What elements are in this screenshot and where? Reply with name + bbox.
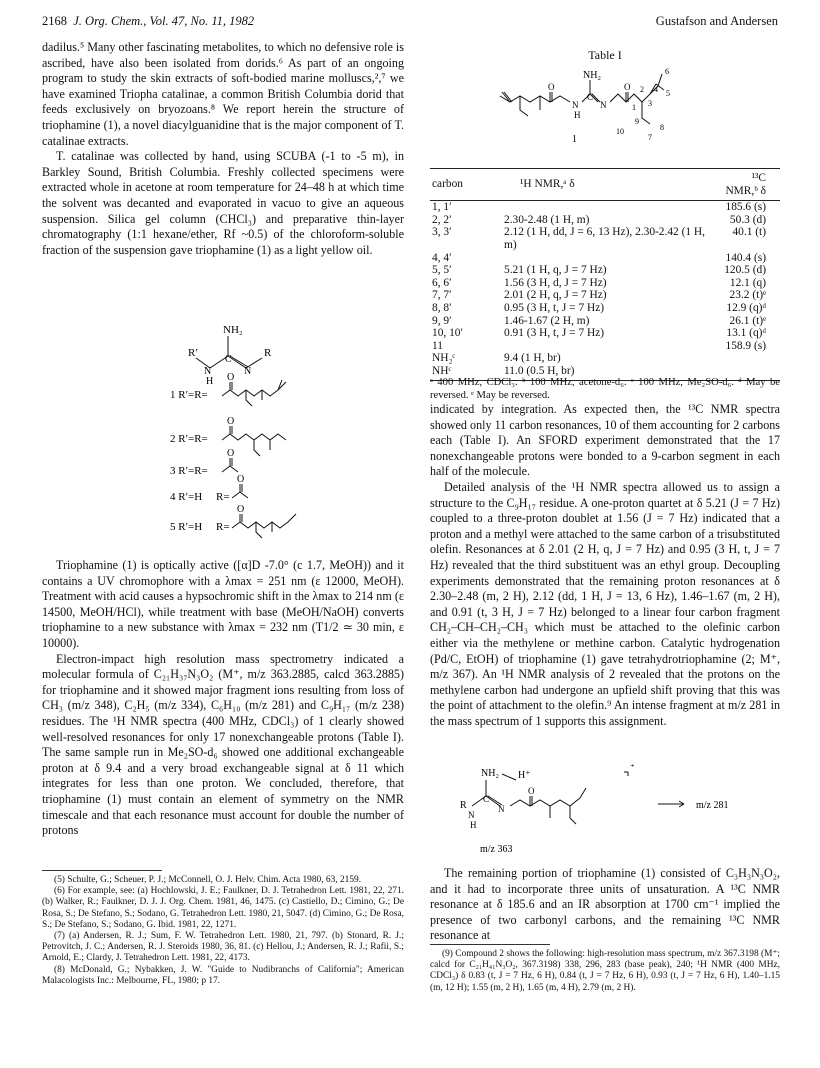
table-header-row bbox=[430, 169, 780, 201]
journal-citation: J. Org. Chem., Vol. 47, No. 11, 1982 bbox=[73, 14, 255, 28]
oxygen-label: O bbox=[227, 372, 235, 383]
oxygen-label: O bbox=[227, 416, 235, 427]
oxygen-label: O bbox=[227, 448, 235, 459]
paragraph: Detailed analysis of the ¹H NMR spectra allowed us to assign a structure to the C₉H₁₇ residue. A one-proton quartet at δ 5.21 (J = 7 Hz) coupled to a three-proton doublet at 1.56 (J = 7 Hz) indicated that a proton and a methyl were attached to the same carbon of a trisubstituted olefin. Resonances at δ 2.01 (2 H, q, J = 7 Hz) and 0.95 (3 H, t, J = 7 Hz) revealed that the third substituent was an ethyl group. Decoupling experiments demonstrated that the remaining proton resonances at δ 2.30–2.48 (m, 2 H), 2.12 (dd, 1 H, J = 13, 6 Hz), 1.46–1.67 (m, 2 H), and 0.91 (t, 3 H, J = 7 Hz) belonged to a linear four carbon fragment CH₂–CH–CH₂–CH₃ which must be attached to the olefinic carbon either via the methylene or methine carbon. Catalytic hydrogenation (Pd/C, EtOH) of triophamine (1) gave tetrahydrotriophamine (2; M⁺, m/z 367). An ¹H NMR analysis of 2 revealed that the protons on the methylene carbon had undergone an upfield shift proving that this was the point of attachment to the olefin.⁹ An intense fragment at m/z 281 in the mass spectrum of 1 supports this assignment. bbox=[430, 479, 780, 728]
table-cell: 11.0 (0.5 H, br) bbox=[492, 365, 718, 380]
footnote-9-block bbox=[430, 944, 780, 994]
oxygen-label: O bbox=[548, 82, 555, 92]
nitrogen-label: N bbox=[600, 100, 607, 110]
column-header: ¹³C NMR,ᵇ δ bbox=[718, 169, 780, 201]
table-cell: 10, 10′ bbox=[432, 327, 463, 340]
r-prime-label: R′ bbox=[188, 347, 198, 359]
atom-number: 10 bbox=[616, 127, 624, 136]
table-cell: 6, 6′ bbox=[432, 276, 452, 289]
table-cell: 1.46-1.67 (2 H, m) bbox=[504, 314, 590, 327]
table-cell: 5.21 (1 H, q, J = 7 Hz) bbox=[504, 264, 607, 277]
nitrogen-label: N bbox=[572, 100, 579, 110]
table-cell: 12.9 (q)ᵈ bbox=[726, 301, 766, 314]
atom-number: 3 bbox=[648, 99, 652, 108]
compound-4-label: 4 R′=H bbox=[170, 491, 203, 503]
oxygen-label: O bbox=[237, 504, 245, 515]
table-cell bbox=[718, 352, 780, 365]
table-cell: 40.1 (t) bbox=[732, 226, 766, 239]
compound-3-label: 3 R′=R= bbox=[170, 465, 208, 477]
table-cell: 120.5 (d) bbox=[724, 264, 766, 277]
table-cell bbox=[492, 201, 718, 214]
atom-number: 5 bbox=[666, 89, 670, 98]
table-row bbox=[430, 214, 780, 227]
table-row bbox=[430, 201, 780, 214]
table-cell: NHᶜ bbox=[430, 365, 492, 380]
compound-2-label: 2 R′=R= bbox=[170, 433, 208, 445]
table-row bbox=[430, 302, 780, 315]
table-cell: 0.95 (3 H, t, J = 7 Hz) bbox=[504, 301, 605, 314]
hydrogen-label: H bbox=[574, 110, 581, 120]
right-column-conclusion bbox=[430, 866, 780, 944]
atom-number: 4 bbox=[654, 85, 658, 94]
nitrogen-label: N bbox=[204, 366, 212, 377]
paragraph: dadilus.⁵ Many other fascinating metabolites, to which no defensive role is ascribed, have also been isolated from dorids.⁶ As part of an ongoing program to study the skin extracts of soft-bodied marine molluscs,²,⁷ we have examined Triopha catalinae, a common British Columbia dorid that feeds exclusively on bryozoans.⁸ We report herein the structure of triophamine (1), a novel diacylguanidine that is the major component of T. catalinae extracts. bbox=[42, 40, 404, 148]
nitrogen-label: N bbox=[468, 810, 475, 820]
page-number: 2168 bbox=[42, 14, 67, 28]
parent-mz: m/z 363 bbox=[480, 844, 513, 855]
footnote: (5) Schulte, G.; Scheuer, P. J.; McConnell, O. J. Helv. Chim. Acta 1980, 63, 2159. bbox=[54, 875, 362, 885]
carbon-label: C bbox=[483, 794, 490, 804]
amine-label: NH₂ bbox=[583, 70, 601, 81]
table-row bbox=[430, 327, 780, 340]
table-cell: 23.2 (t)ᵉ bbox=[729, 289, 766, 302]
carbon-label: C bbox=[587, 92, 594, 102]
atom-number: 8 bbox=[660, 123, 664, 132]
hydrogen-label: H bbox=[470, 820, 477, 830]
proton-label: H⁺ bbox=[518, 770, 531, 781]
table-cell: 1, 1′ bbox=[432, 201, 452, 214]
amine-label: NH₂ bbox=[481, 768, 499, 779]
table-cell: 0.91 (3 H, t, J = 7 Hz) bbox=[504, 327, 605, 340]
amine-label: NH₂ bbox=[223, 324, 243, 336]
table-row bbox=[430, 252, 780, 265]
table-cell: 26.1 (t)ᵉ bbox=[729, 314, 766, 327]
r-label: R bbox=[264, 347, 272, 359]
paragraph: Triophamine (1) is optically active ([α]D -7.0° (c 1.7, MeOH)) and it contains a UV chromophore with a λmax = 251 nm (ε 12000, MeOH). Treatment with acid causes a hypsochromic shift in the λmax to 214 nm (ε 14500, MeOH/HCl), while treatment with base (MeOH/NaOH) converts triophamine to a new substance with λmax = 232 nm (T1/2 ≃ 30 min, ε 10000). bbox=[42, 558, 404, 650]
footnote-rule bbox=[430, 944, 550, 945]
footnote: (9) Compound 2 shows the following: high-resolution mass spectrum, m/z 367.3198 (M⁺; calcd for C₂₁H₄₁N₃O₂, 367.3198) 338, 296, 283 (base peak), 240; ¹H NMR (400 MHz, CDCl₃) δ 0.83 (t, J = 7 Hz, 6 H), 0.84 (t, J = 7 Hz, 6 H), 0.93 (t, J = 7 Hz, 6 H), 1.40–1.15 (m, 12 H); 1.55 (m, 2 H), 1.65 (m, 4 H), 2.79 (m, 2 H). bbox=[430, 949, 780, 993]
oxygen-label: O bbox=[237, 474, 245, 485]
oxygen-label: O bbox=[528, 786, 535, 796]
table-cell: 185.6 (s) bbox=[725, 201, 766, 214]
table-row bbox=[430, 226, 780, 251]
table-row bbox=[430, 264, 780, 277]
table-cell: 13.1 (q)ᵈ bbox=[726, 327, 766, 340]
compound-structures bbox=[170, 322, 370, 544]
table-cell: 2.01 (2 H, q, J = 7 Hz) bbox=[504, 289, 607, 302]
running-header-authors: Gustafson and Andersen bbox=[655, 14, 778, 28]
hydrogen-label: H bbox=[206, 376, 214, 387]
table-row bbox=[430, 340, 780, 353]
table-cell: 2, 2′ bbox=[432, 213, 452, 226]
table-row bbox=[430, 352, 780, 365]
nmr-table bbox=[430, 168, 780, 381]
footnote: (8) McDonald, G.; Nybakken, J. W. "Guide to Nudibranchs of California"; American Malacologists Inc.: Melbourne, FL, 1980; p 17. bbox=[42, 964, 404, 986]
nitrogen-label: N bbox=[498, 804, 505, 814]
compound-1-label: 1 R′=R= bbox=[170, 389, 208, 401]
table-cell: 9.4 (1 H, br) bbox=[504, 352, 561, 365]
table-cell: 9, 9′ bbox=[432, 314, 452, 327]
paragraph: T. catalinae was collected by hand, using SCUBA (-1 to -5 m), in Barkley Sound, British Columbia. Freshly collected specimens were extracted whole in acetone at room temperature for 24–48 h at which time the solvent was decanted and evaporated in vacuo to give an aqueous suspension. Silica gel column (CHCl₃) and preparative thin-layer chromatography (1:1 hexane/ether, Rf ~0.5) of the chloroform-soluble fraction of the suspension gave triophamine (1) as a light yellow oil. bbox=[42, 149, 404, 257]
compound-5-r-label: R= bbox=[216, 521, 230, 533]
r-label: R bbox=[460, 800, 467, 811]
left-column-results bbox=[42, 558, 404, 839]
table-cell: 12.1 (q) bbox=[729, 276, 766, 289]
table-cell: 158.9 (s) bbox=[725, 339, 766, 352]
table-cell: 2.12 (1 H, dd, J = 6, 13 Hz), 2.30-2.42 (1 H, m) bbox=[504, 226, 705, 251]
table-cell: 2.30-2.48 (1 H, m) bbox=[504, 213, 590, 226]
atom-number: 7 bbox=[648, 133, 652, 142]
footnote: (6) For example, see: (a) Hochlowski, J. E.; Faulkner, D. J. Tetrahedron Lett. 1981, 22, 271. (b) Walker, R.; Faulkner, D. J. J. Org. Chem. 1981, 46, 1475. (c) Castiello, D.; Cimino, G.; De Rosa, S.; De Stefano, S.; Sodano, G. Tetrahedron Lett. 1980, 21, 5047. (d) Cimino, G.; De Rosa, S.; De Stefano, S.; Sodano, G. Ibid. 1981, 22, 1271. bbox=[42, 886, 404, 930]
table-footnote: ᵃ 400 MHz, CDCl₃. ᵇ 100 MHz, acetone-d₆. ᶜ 100 MHz, Me₂SO-d₆. ᵈ May be reversed. ᵉ May be reversed. bbox=[430, 377, 780, 401]
table-cell: NH₂ᶜ bbox=[432, 352, 456, 365]
table-cell: 3, 3′ bbox=[432, 226, 452, 239]
table-row bbox=[430, 277, 780, 290]
table-row bbox=[430, 289, 780, 302]
table-cell bbox=[492, 340, 718, 353]
table-structure bbox=[490, 62, 720, 166]
table-cell: 8, 8′ bbox=[432, 301, 452, 314]
compound-number: 1 bbox=[572, 134, 577, 145]
atom-number: 6 bbox=[665, 67, 669, 76]
table-cell: 4, 4′ bbox=[432, 251, 452, 264]
footnotes bbox=[42, 870, 404, 987]
fragment-mz: m/z 281 bbox=[696, 800, 729, 811]
paragraph: The remaining portion of triophamine (1) consisted of C₃H₃N₃O₂, and it had to incorporate three units of unsaturation. A ¹³C NMR resonance at δ 185.6 and an IR absorption at 1700 cm⁻¹ implied the presence of two carbonyl carbons, and the remaining ¹³C NMR resonance at bbox=[430, 866, 780, 943]
atom-number: 1 bbox=[632, 103, 636, 112]
compound-5-label: 5 R′=H bbox=[170, 521, 203, 533]
table-body bbox=[430, 201, 780, 380]
carbon-label: C bbox=[225, 354, 232, 365]
table-cell: 1.56 (3 H, d, J = 7 Hz) bbox=[504, 276, 607, 289]
table-cell: 140.4 (s) bbox=[725, 251, 766, 264]
table-row bbox=[430, 315, 780, 328]
atom-number: 9 bbox=[635, 117, 639, 126]
compound-4-r-label: R= bbox=[216, 491, 230, 503]
right-column-discussion bbox=[430, 402, 780, 729]
table-cell bbox=[492, 252, 718, 265]
table-title: Table I bbox=[588, 48, 622, 62]
running-header-left bbox=[42, 14, 254, 29]
radical-cation-label: ⁺ bbox=[630, 762, 635, 772]
column-header: carbon bbox=[430, 169, 492, 201]
footnote-rule bbox=[42, 870, 162, 871]
table-cell: 5, 5′ bbox=[432, 264, 452, 277]
paragraph: Electron-impact high resolution mass spectrometry indicated a molecular formula of C₂₁H₃₇N₃O₂ (M⁺, m/z 363.2885, calcd 363.2885) for triophamine and it showed major fragment ions resulting from loss of CH₃ (m/z 348), C₂H₅ (m/z 334), C₆H₁₀ (m/z 281) and C₉H₁₇ (m/z 238) residues. The ¹H NMR spectra (400 MHz, CDCl₃) of 1 clearly showed well-resolved resonances for only 17 nonexchangeable protons (Table I). The same sample run in Me₂SO-d₆ showed one additional exchangeable proton at δ 9.4 and a very broad exchangeable signal at δ 11 which integrates for less than one proton. We concluded, therefore, that triophamine (1) must contain an element of symmetry on the NMR timescale and that each resonance must account for double the number of protons bbox=[42, 651, 404, 838]
oxygen-label: O bbox=[624, 82, 631, 92]
paragraph: indicated by integration. As expected then, the ¹³C NMR spectra showed only 11 carbon resonances, 10 of them accounting for 2 carbons each (Table I). An SFORD experiment demonstrated that the 17 nonexchangeable protons were bonded to a 9-carbon segment in each half of the molecule. bbox=[430, 402, 780, 479]
left-column-intro bbox=[42, 40, 404, 258]
nitrogen-label: N bbox=[244, 366, 252, 377]
table-cell: 50.3 (d) bbox=[729, 213, 766, 226]
table-cell: 7, 7′ bbox=[432, 289, 452, 302]
fragmentation-scheme bbox=[440, 760, 770, 856]
footnote: (7) (a) Andersen, R. J.; Sum, F. W. Tetrahedron Lett. 1980, 21, 797. (b) Stonard, R. J.; Petrovitch, J. C.; Andersen, R. J. Steroids 1980, 36, 81. (c) Hellou, J.; Andersen, R. J.; Rafii, S.; Arnold, E.; Clardy, J. Tetrahedron Lett. 1981, 22, 4173. bbox=[42, 931, 404, 964]
table-cell: 11 bbox=[432, 339, 443, 352]
atom-number: 2 bbox=[640, 85, 644, 94]
column-header: ¹H NMR,ᵃ δ bbox=[492, 169, 718, 201]
